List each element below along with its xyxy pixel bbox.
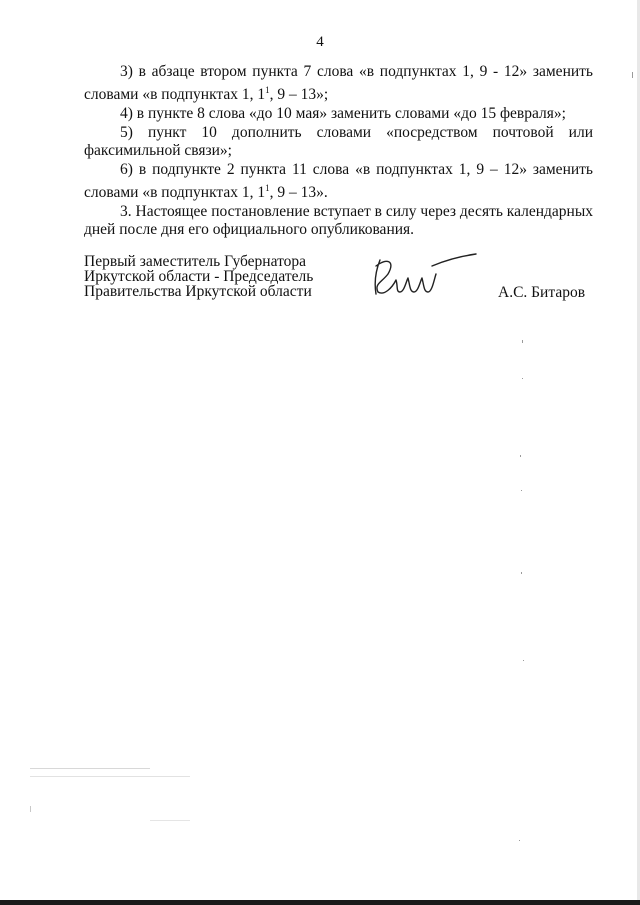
paragraph-text-tail: , 9 – 13»; [269, 86, 329, 104]
scan-bottom-border [0, 900, 640, 905]
paragraph-effective-date: 3. Настоящее постановление вступает в силу через десять календарных дней после дня его официального опубликования. [84, 203, 593, 239]
signatory-title-line: Первый заместитель Губернатора [84, 253, 307, 270]
page-number: 4 [316, 34, 324, 50]
paragraph-item-5: 5) пункт 10 дополнить словами «посредством почтовой или факсимильной связи»; [84, 124, 593, 160]
superscript: 1 [265, 85, 270, 95]
paragraph-item-4: 4) в пункте 8 слова «до 10 мая» заменить словами «до 15 февраля»; [120, 105, 566, 123]
paragraph-text: 3) в абзаце втором пункта 7 слова «в подпунктах 1, 9 - 12» заменить словами «в подпунктах 1, 1 [84, 63, 593, 104]
signatory-title-line: Правительства Иркутской области [84, 283, 312, 300]
signatory-title-line: Иркутской области - Председатель [84, 268, 314, 285]
paragraph-text-tail: , 9 – 13». [269, 184, 328, 202]
superscript: 1 [265, 183, 270, 194]
paragraph-text: 6) в подпункте 2 пункта 11 слова «в подпунктах 1, 9 – 12» заменить словами «в подпунктах 1, 1 [84, 161, 593, 202]
signatory-name: А.С. Битаров [498, 284, 586, 301]
